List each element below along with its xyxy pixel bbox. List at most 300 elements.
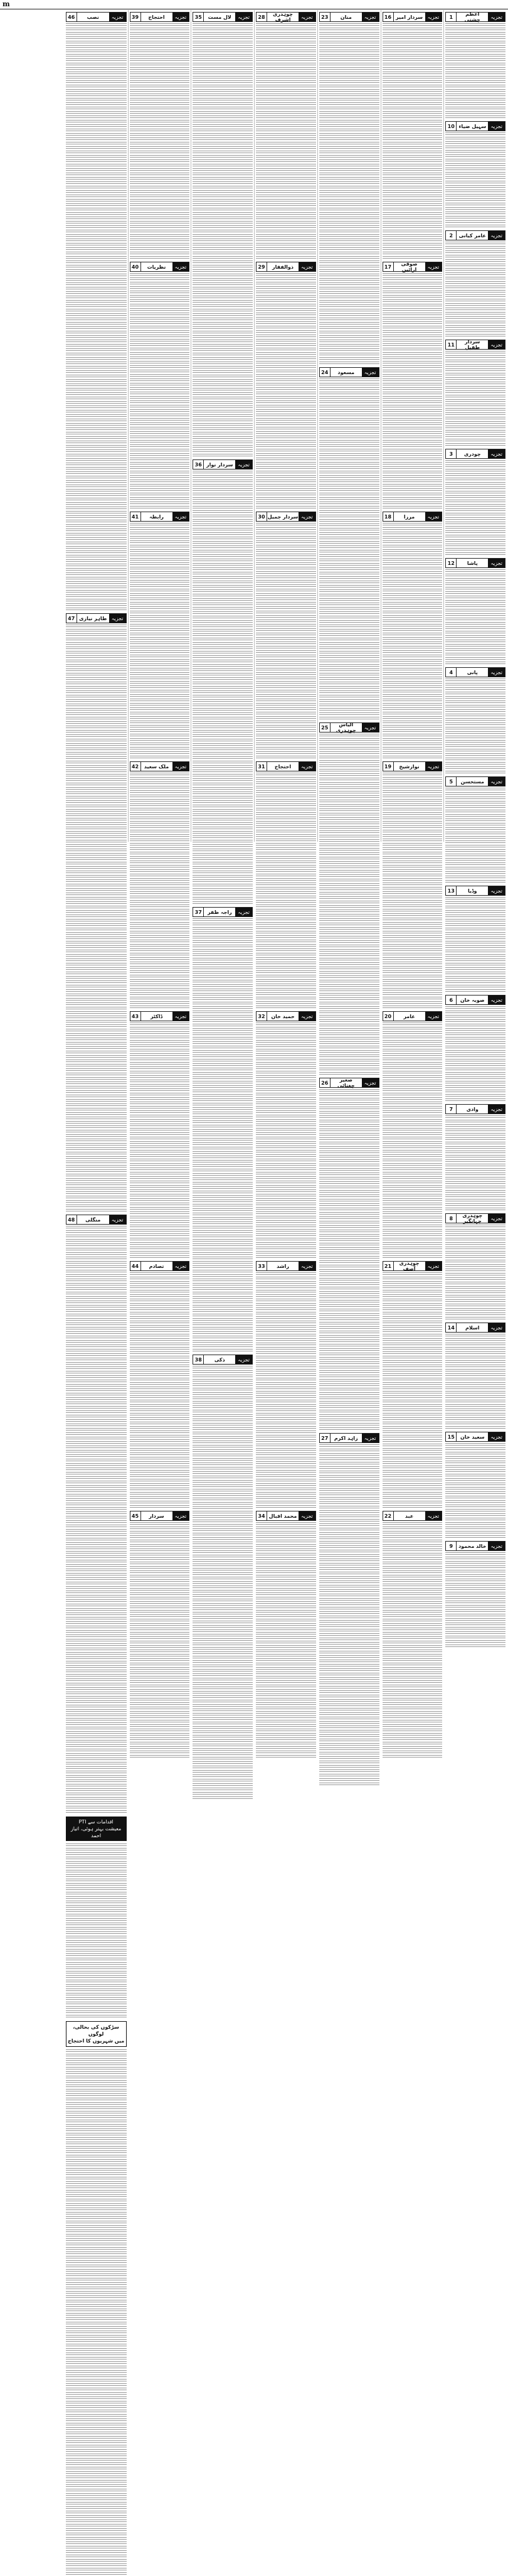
body-text-line [319,1677,379,1681]
body-text-line [256,988,316,992]
body-text-line [130,808,190,812]
body-text-line [319,1269,379,1273]
body-text-line [66,1450,127,1454]
body-text-line [445,98,505,102]
body-text-line [256,151,316,154]
body-text-line [193,616,253,620]
body-text-line [130,1194,190,1198]
body-text-line [66,1248,127,1252]
body-text-line [66,1380,127,1383]
body-text-line [319,1256,379,1260]
body-text-line [193,1651,253,1655]
body-text-line [130,677,190,680]
body-text-line [445,1509,505,1513]
body-text-line [256,1062,316,1066]
body-text-line [256,159,316,163]
body-text-line [193,423,253,427]
body-text-line [319,1234,379,1238]
body-text-line [66,893,127,896]
body-text-line [130,1102,190,1105]
body-text-line [130,155,190,159]
body-text-line [130,50,190,53]
body-text-line [66,1081,127,1085]
body-text-line [445,648,505,652]
body-text-line [256,203,316,207]
body-text-line [319,1339,379,1343]
body-text-line [445,58,505,62]
body-text-line [319,1523,379,1527]
body-text-line [256,405,316,409]
body-text-line [383,571,443,575]
body-text-line [130,1444,190,1447]
headline-line: معیشت بہتر ہوئی، اتیاز احمد [70,1826,122,1838]
body-text-line [445,45,505,49]
body-text-line [66,1652,127,1656]
body-text-line [319,1761,379,1764]
body-text-line [256,449,316,453]
body-text-line [130,256,190,260]
body-text-line [383,484,443,488]
section-tag: تجزیہ [109,1215,126,1224]
news-item-number: 32 [257,1012,267,1021]
news-item-number: 27 [320,1434,331,1442]
body-text-line [130,1680,190,1684]
body-text-line [383,1216,443,1220]
body-text-line [383,1106,443,1110]
body-text-line [66,309,127,313]
body-text-line [319,1002,379,1006]
body-text-line [130,124,190,128]
body-text-line [383,1251,443,1255]
body-text-line [193,1370,253,1374]
body-text-line [319,1024,379,1028]
body-text-line [193,1041,253,1045]
body-text-line [193,893,253,896]
body-text-line [383,308,443,312]
body-text-line [66,1914,127,1918]
body-text-line [66,511,127,515]
body-text-line [66,726,127,729]
body-text-line [66,1674,127,1678]
body-text-line [66,1630,127,1634]
body-text-line [256,1277,316,1280]
body-text-line [193,1076,253,1080]
body-text-line [193,129,253,132]
body-text-line [66,2155,127,2159]
body-text-line [130,1075,190,1079]
news-item-number: 42 [130,762,141,771]
body-text-line [319,344,379,348]
body-text-line [319,444,379,448]
body-text-line [256,712,316,716]
news-item-header [193,907,253,917]
body-text-line [130,1448,190,1452]
body-text-line [66,897,127,901]
body-text-line [66,502,127,506]
body-text-line [66,1665,127,1669]
body-text-line [130,571,190,575]
body-text-line [130,1303,190,1307]
body-text-line [383,1474,443,1478]
body-text-line [445,1513,505,1517]
body-text-line [193,497,253,501]
body-text-line [445,330,505,333]
body-text-line [319,572,379,576]
body-text-line [193,142,253,146]
body-text-line [66,515,127,519]
body-text-line [445,28,505,31]
body-text-line [193,432,253,436]
body-text-line [193,58,253,62]
body-text-line [319,1493,379,1496]
body-text-line [193,756,253,760]
body-text-line [319,800,379,803]
body-text-line [383,1285,443,1289]
body-text-line [319,36,379,40]
body-text-line [66,1454,127,1458]
body-text-line [193,743,253,747]
body-text-line [256,330,316,334]
body-text-line [383,1452,443,1456]
body-text-line [66,2309,127,2312]
body-text-line [319,1708,379,1712]
body-text-line [383,904,443,908]
news-item-number: 28 [257,13,267,21]
body-text-line [66,28,127,31]
body-text-line [256,781,316,785]
body-text-line [256,677,316,680]
body-text-line [130,1711,190,1715]
news-item-header [445,1104,505,1114]
body-text-line [319,1668,379,1672]
body-text-line [130,1654,190,1658]
body-text-line [256,1689,316,1693]
body-text-line [319,1208,379,1211]
body-text-line [66,2256,127,2260]
body-text-line [66,45,127,49]
body-text-line [66,2432,127,2435]
body-text-line [319,971,379,975]
body-text-line [319,230,379,233]
section-tag: تجزیہ [299,762,315,771]
body-text-line [66,765,127,769]
body-text-line [383,190,443,194]
body-text-line [445,867,505,871]
body-text-line [66,2348,127,2352]
body-text-line [193,1063,253,1067]
body-text-line [66,54,127,58]
body-text-line [445,1225,505,1228]
body-text-line [66,2102,127,2106]
body-text-line [66,1852,127,1856]
body-text-line [256,98,316,102]
body-text-line [445,1046,505,1049]
news-item-number: 21 [383,1262,394,1270]
body-text-line [256,992,316,996]
body-text-line [256,694,316,698]
body-text-line [256,1167,316,1171]
body-text-line [66,445,127,449]
body-text-line [66,1046,127,1050]
body-text-line [193,36,253,40]
body-text-line [319,1046,379,1049]
body-text-line [66,849,127,852]
body-text-line [66,2089,127,2093]
body-text-line [130,418,190,422]
body-text-line [256,944,316,948]
section-tag: تجزیہ [362,723,379,732]
body-text-line [445,312,505,316]
body-text-line [445,1404,505,1408]
body-text-line [319,1462,379,1466]
body-text-line [445,1443,505,1447]
body-text-line [445,758,505,761]
body-text-line [383,690,443,694]
body-text-line [130,1601,190,1605]
body-text-line [256,1303,316,1307]
body-text-line [319,58,379,62]
body-text-line [445,1561,505,1565]
body-text-line [445,500,505,503]
body-text-line [66,739,127,743]
body-text-line [383,773,443,776]
body-text-line [130,1391,190,1395]
news-item-title: منگلی [85,1216,101,1223]
news-item-number: 14 [446,1323,457,1332]
body-text-line [130,1619,190,1623]
body-text-line [130,1474,190,1478]
body-text-line [66,1936,127,1940]
body-text-line [445,609,505,613]
body-text-line [130,874,190,877]
body-text-line [445,102,505,106]
news-item-header [445,1213,505,1223]
body-text-line [66,1727,127,1731]
body-text-line [130,984,190,987]
body-text-line [383,926,443,930]
body-text-line [319,545,379,549]
body-text-line [319,1296,379,1299]
body-text-line [445,225,505,228]
body-text-line [256,1658,316,1662]
body-text-line [256,431,316,435]
body-text-line [66,2194,127,2198]
body-text-line [193,1467,253,1471]
body-text-line [256,747,316,751]
body-text-line [256,1742,316,1746]
body-text-line [66,129,127,132]
body-text-line [383,948,443,952]
body-text-line [383,1597,443,1601]
body-text-line [256,637,316,641]
body-text-line [66,1617,127,1621]
body-text-line [66,1252,127,1256]
news-item-number: 1 [446,13,457,21]
body-text-line [66,835,127,839]
body-text-line [319,1041,379,1045]
body-text-line [193,1572,253,1576]
body-text-line [130,1216,190,1220]
body-text-line [256,869,316,873]
news-item-title: نظریات [147,264,166,270]
body-text-line [445,1181,505,1185]
body-text-line [445,1120,505,1124]
body-text-line [383,606,443,610]
body-text-line [319,1471,379,1474]
body-text-line [66,629,127,633]
body-text-line [66,265,127,269]
body-text-line [66,1301,127,1304]
body-text-line [193,997,253,1001]
body-text-line [130,1404,190,1408]
body-text-line [256,957,316,961]
body-text-line [193,1401,253,1405]
body-text-line [383,536,443,540]
body-text-line [383,1006,443,1009]
body-text-line [445,832,505,835]
body-text-line [66,1481,127,1484]
body-text-line [66,480,127,484]
news-item-title: مرزا [403,513,415,520]
body-text-line [256,414,316,417]
body-text-line [66,344,127,348]
body-text-line [193,212,253,216]
body-text-line [66,107,127,110]
body-text-line [130,1285,190,1289]
body-text-line [383,36,443,40]
news-item-title: محمد اقبال [268,1513,297,1519]
body-text-line [319,927,379,931]
news-item-header [319,1433,379,1443]
news-item-title: نوازشیخ [399,763,420,770]
body-text-line [66,586,127,589]
body-text-line [319,234,379,238]
body-text-line [66,787,127,791]
body-text-line [66,1169,127,1173]
body-text-line [319,458,379,461]
body-text-line [383,273,443,277]
body-text-line [130,1084,190,1088]
body-text-line [130,1479,190,1483]
body-text-line [319,1519,379,1523]
body-text-line [383,1167,443,1171]
body-text-line [445,1623,505,1626]
body-text-line [130,475,190,479]
body-text-line [130,584,190,588]
body-text-line [130,1365,190,1368]
body-text-line [319,664,379,668]
body-text-line [319,778,379,781]
body-text-line [319,607,379,611]
body-text-line [66,2111,127,2115]
body-text-line [319,1580,379,1584]
news-item-header [193,1355,253,1365]
body-text-line [256,554,316,557]
body-text-line [319,984,379,988]
body-text-line [383,883,443,886]
body-text-line [193,822,253,826]
body-text-line [445,334,505,338]
body-text-line [445,818,505,822]
body-text-line [193,1050,253,1054]
body-text-line [383,1198,443,1202]
body-text-line [256,1172,316,1176]
body-text-line [319,1576,379,1580]
body-text-line [66,778,127,782]
body-text-line [319,1743,379,1747]
body-text-line [256,1176,316,1180]
body-text-line [66,322,127,326]
body-text-line [193,975,253,979]
body-text-line [256,843,316,847]
body-text-line [383,1483,443,1487]
body-text-line [130,812,190,816]
body-text-line [445,1055,505,1058]
body-text-line [319,822,379,825]
body-text-line [193,1107,253,1111]
body-text-line [445,491,505,495]
body-text-line [445,1304,505,1307]
body-text-line [319,690,379,694]
body-text-line [66,2225,127,2229]
body-text-line [130,89,190,93]
body-text-line [256,1474,316,1478]
body-text-line [383,282,443,286]
body-text-line [193,1638,253,1642]
news-item-number: 16 [383,13,394,21]
body-text-line [445,854,505,857]
body-text-line [383,1053,443,1057]
body-text-line [66,958,127,962]
body-text-line [66,1362,127,1366]
body-text-line [256,1404,316,1408]
body-text-line [383,1163,443,1167]
body-text-line [193,967,253,970]
body-text-line [66,1997,127,2001]
body-text-line [256,80,316,84]
body-text-line [383,997,443,1001]
body-text-line [256,383,316,387]
body-text-line [256,45,316,49]
body-text-line [130,221,190,225]
body-text-line [445,936,505,940]
body-text-line [256,458,316,461]
body-text-line [445,771,505,775]
body-text-line [193,840,253,844]
body-text-line [319,1479,379,1483]
body-text-line [193,89,253,93]
news-item-header [130,761,190,771]
body-text-line [66,1962,127,1966]
body-text-line [319,826,379,830]
body-text-line [319,888,379,891]
section-tag: تجزیہ [235,460,252,469]
body-text-line [319,488,379,492]
body-text-line [256,453,316,457]
body-text-line [256,1141,316,1145]
body-text-line [445,1487,505,1491]
body-text-line [66,63,127,67]
body-text-line [445,1028,505,1032]
body-text-line [256,1409,316,1412]
body-text-line [130,295,190,299]
body-text-line [66,1287,127,1291]
body-text-line [256,418,316,422]
body-text-line [130,650,190,654]
body-text-line [383,480,443,483]
body-text-line [256,743,316,746]
body-text-line [66,1139,127,1142]
